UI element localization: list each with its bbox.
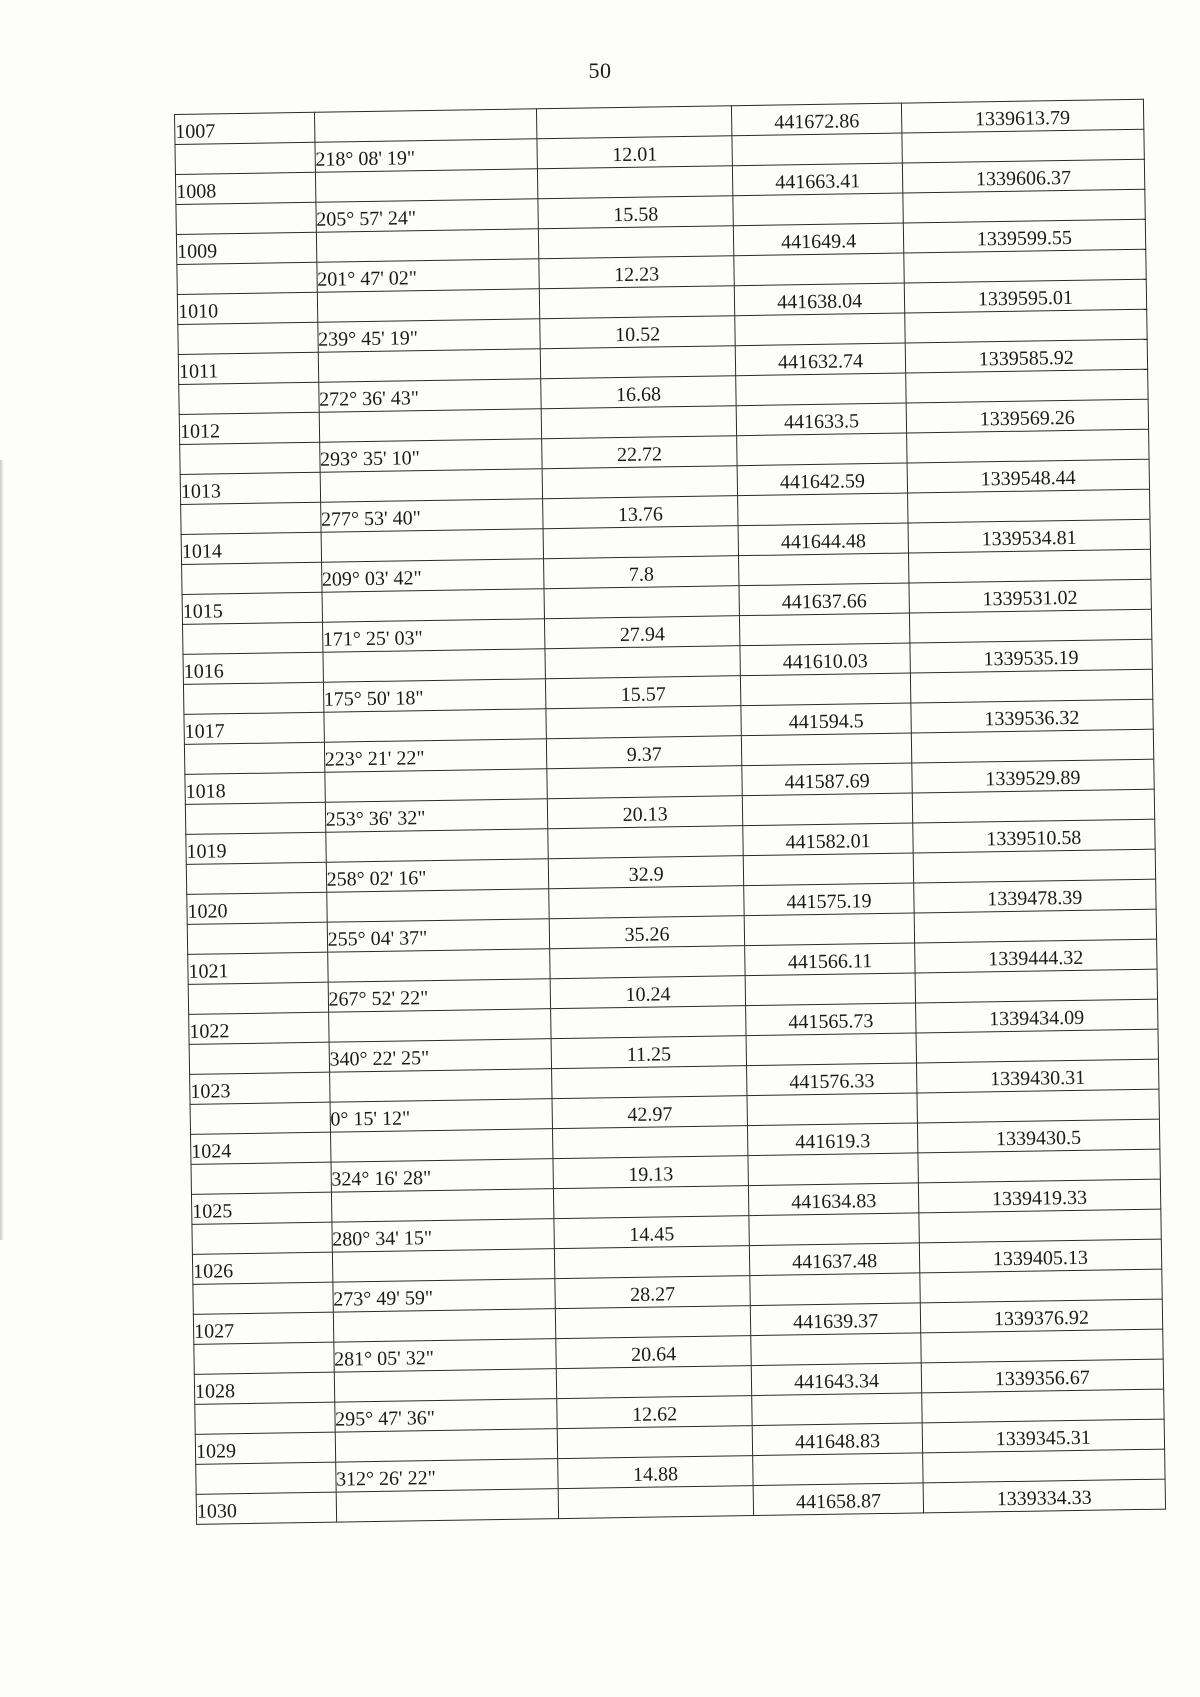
northing-cell xyxy=(748,1153,918,1186)
easting-cell xyxy=(902,129,1145,163)
station-cell: 1025 xyxy=(191,1192,331,1224)
station-cell: 1017 xyxy=(184,712,324,744)
bearing-cell: 273° 49' 59" xyxy=(332,1279,555,1312)
bearing-cell: 0° 15' 12" xyxy=(330,1099,553,1132)
distance-cell: 16.68 xyxy=(540,376,736,409)
easting-cell xyxy=(921,1389,1164,1423)
bearing-cell: 223° 21' 22" xyxy=(324,739,547,772)
easting-cell xyxy=(910,669,1153,703)
northing-cell xyxy=(732,133,902,166)
northing-cell: 441582.01 xyxy=(743,823,913,856)
bearing-cell xyxy=(324,709,547,742)
northing-cell: 441637.48 xyxy=(750,1243,920,1276)
northing-cell: 441649.4 xyxy=(734,223,904,256)
bearing-cell xyxy=(329,1069,552,1102)
station-cell: 1028 xyxy=(194,1372,334,1404)
station-cell xyxy=(192,1222,332,1254)
bearing-cell: 281° 05' 32" xyxy=(333,1339,556,1372)
bearing-cell xyxy=(336,1489,559,1522)
northing-cell: 441587.69 xyxy=(742,763,912,796)
easting-cell: 1339599.55 xyxy=(903,219,1146,253)
easting-cell xyxy=(915,969,1158,1003)
easting-cell xyxy=(922,1449,1165,1483)
easting-cell xyxy=(913,849,1156,883)
coordinate-table-container xyxy=(174,99,1166,1525)
distance-cell xyxy=(538,226,734,259)
distance-cell xyxy=(555,1306,751,1339)
station-cell xyxy=(196,1462,336,1494)
station-cell: 1029 xyxy=(195,1432,335,1464)
distance-cell: 9.37 xyxy=(546,736,742,769)
bearing-cell: 175° 50' 18" xyxy=(323,679,546,712)
distance-cell: 12.23 xyxy=(539,256,735,289)
station-cell xyxy=(181,502,321,534)
northing-cell: 441639.37 xyxy=(751,1303,921,1336)
easting-cell: 1339529.89 xyxy=(912,759,1155,793)
station-cell xyxy=(184,742,324,774)
coordinate-table-body xyxy=(175,99,1166,1524)
station-cell xyxy=(186,862,326,894)
easting-cell xyxy=(909,609,1152,643)
station-cell: 1027 xyxy=(193,1312,333,1344)
easting-cell: 1339531.02 xyxy=(909,579,1152,613)
easting-cell: 1339585.92 xyxy=(905,339,1148,373)
bearing-cell: 239° 45' 19" xyxy=(317,319,540,352)
station-cell xyxy=(185,802,325,834)
northing-cell xyxy=(751,1333,921,1366)
distance-cell xyxy=(542,466,738,499)
distance-cell xyxy=(544,586,740,619)
northing-cell xyxy=(739,553,909,586)
station-cell xyxy=(175,142,315,174)
station-cell xyxy=(194,1342,334,1374)
bearing-cell: 312° 26' 22" xyxy=(335,1459,558,1492)
distance-cell xyxy=(540,346,736,379)
station-cell: 1009 xyxy=(176,232,316,264)
bearing-cell: 205° 57' 24" xyxy=(316,199,539,232)
easting-cell: 1339356.67 xyxy=(921,1359,1164,1393)
station-cell: 1018 xyxy=(185,772,325,804)
station-cell xyxy=(176,202,316,234)
easting-cell xyxy=(920,1269,1163,1303)
station-cell xyxy=(189,1042,329,1074)
northing-cell: 441672.86 xyxy=(732,103,902,136)
bearing-cell: 295° 47' 36" xyxy=(334,1399,557,1432)
easting-cell: 1339334.33 xyxy=(923,1479,1166,1513)
northing-cell xyxy=(734,253,904,286)
bearing-cell: 293° 35' 10" xyxy=(319,439,542,472)
distance-cell: 19.13 xyxy=(553,1156,749,1189)
distance-cell xyxy=(536,106,732,139)
distance-cell: 7.8 xyxy=(543,556,739,589)
bearing-cell: 171° 25' 03" xyxy=(322,619,545,652)
distance-cell xyxy=(548,826,744,859)
bearing-cell: 267° 52' 22" xyxy=(328,979,551,1012)
distance-cell xyxy=(558,1486,754,1519)
bearing-cell: 340° 22' 25" xyxy=(329,1039,552,1072)
easting-cell: 1339376.92 xyxy=(920,1299,1163,1333)
distance-cell: 13.76 xyxy=(542,496,738,529)
station-cell: 1015 xyxy=(182,592,322,624)
northing-cell xyxy=(752,1393,922,1426)
northing-cell: 441575.19 xyxy=(744,883,914,916)
bearing-cell xyxy=(325,829,548,862)
northing-cell: 441638.04 xyxy=(735,283,905,316)
distance-cell xyxy=(543,526,739,559)
northing-cell: 441633.5 xyxy=(737,403,907,436)
distance-cell xyxy=(539,286,735,319)
bearing-cell: 201° 47' 02" xyxy=(316,259,539,292)
easting-cell xyxy=(920,1329,1163,1363)
station-cell xyxy=(177,262,317,294)
easting-cell xyxy=(914,909,1157,943)
northing-cell: 441642.59 xyxy=(738,463,908,496)
northing-cell xyxy=(745,913,915,946)
station-cell: 1010 xyxy=(177,292,317,324)
station-cell xyxy=(183,682,323,714)
northing-cell xyxy=(738,493,908,526)
easting-cell: 1339444.32 xyxy=(914,939,1157,973)
distance-cell xyxy=(547,766,743,799)
station-cell: 1007 xyxy=(175,112,315,144)
bearing-cell: 277° 53' 40" xyxy=(320,499,543,532)
bearing-cell xyxy=(317,289,540,322)
northing-cell: 441634.83 xyxy=(749,1183,919,1216)
distance-cell xyxy=(550,1006,746,1039)
bearing-cell: 218° 08' 19" xyxy=(315,139,538,172)
easting-cell: 1339478.39 xyxy=(913,879,1156,913)
distance-cell: 42.97 xyxy=(552,1096,748,1129)
station-cell: 1024 xyxy=(191,1132,331,1164)
station-cell xyxy=(193,1282,333,1314)
easting-cell: 1339548.44 xyxy=(907,459,1150,493)
northing-cell: 441632.74 xyxy=(736,343,906,376)
distance-cell: 28.27 xyxy=(555,1276,751,1309)
northing-cell: 441644.48 xyxy=(739,523,909,556)
northing-cell: 441658.87 xyxy=(754,1483,924,1516)
northing-cell xyxy=(741,673,911,706)
distance-cell: 14.88 xyxy=(557,1456,753,1489)
station-cell xyxy=(195,1402,335,1434)
northing-cell xyxy=(747,1093,917,1126)
scan-edge-shadow xyxy=(0,460,4,1240)
station-cell xyxy=(187,922,327,954)
bearing-cell xyxy=(320,469,543,502)
northing-cell xyxy=(744,853,914,886)
easting-cell xyxy=(912,789,1155,823)
bearing-cell xyxy=(332,1249,555,1282)
bearing-cell xyxy=(316,229,539,262)
bearing-cell xyxy=(326,889,549,922)
northing-cell xyxy=(733,193,903,226)
northing-cell: 441637.66 xyxy=(739,583,909,616)
easting-cell: 1339613.79 xyxy=(901,99,1144,133)
distance-cell xyxy=(553,1186,749,1219)
distance-cell xyxy=(549,946,745,979)
easting-cell xyxy=(904,309,1147,343)
bearing-cell xyxy=(334,1369,557,1402)
northing-cell xyxy=(740,613,910,646)
bearing-cell xyxy=(319,409,542,442)
bearing-cell: 324° 16' 28" xyxy=(331,1159,554,1192)
station-cell: 1011 xyxy=(178,352,318,384)
distance-cell: 35.26 xyxy=(549,916,745,949)
station-cell: 1022 xyxy=(189,1012,329,1044)
distance-cell: 20.64 xyxy=(556,1336,752,1369)
distance-cell: 20.13 xyxy=(547,796,743,829)
bearing-cell xyxy=(331,1189,554,1222)
distance-cell: 12.01 xyxy=(537,136,733,169)
page-number: 50 xyxy=(588,58,612,83)
easting-cell xyxy=(908,549,1151,583)
easting-cell: 1339606.37 xyxy=(902,159,1145,193)
distance-cell: 12.62 xyxy=(556,1396,752,1429)
bearing-cell xyxy=(323,649,546,682)
bearing-cell xyxy=(321,529,544,562)
easting-cell: 1339510.58 xyxy=(912,819,1155,853)
distance-cell xyxy=(551,1066,747,1099)
northing-cell xyxy=(736,373,906,406)
distance-cell: 27.94 xyxy=(544,616,740,649)
northing-cell xyxy=(743,793,913,826)
bearing-cell xyxy=(318,349,541,382)
station-cell: 1016 xyxy=(183,652,323,684)
easting-cell xyxy=(918,1149,1161,1183)
easting-cell xyxy=(903,249,1146,283)
easting-cell: 1339534.81 xyxy=(908,519,1151,553)
easting-cell xyxy=(917,1089,1160,1123)
bearing-cell: 253° 36' 32" xyxy=(325,799,548,832)
easting-cell xyxy=(911,729,1154,763)
easting-cell xyxy=(919,1209,1162,1243)
station-cell: 1030 xyxy=(196,1492,336,1524)
distance-cell: 22.72 xyxy=(541,436,737,469)
station-cell xyxy=(180,442,320,474)
distance-cell xyxy=(545,646,741,679)
northing-cell: 441565.73 xyxy=(746,1003,916,1036)
northing-cell xyxy=(750,1273,920,1306)
coordinate-table xyxy=(174,99,1166,1525)
distance-cell: 10.24 xyxy=(550,976,746,1009)
easting-cell: 1339535.19 xyxy=(910,639,1153,673)
distance-cell: 15.58 xyxy=(538,196,734,229)
bearing-cell xyxy=(333,1309,556,1342)
station-cell: 1026 xyxy=(192,1252,332,1284)
bearing-cell xyxy=(328,1009,551,1042)
station-cell: 1012 xyxy=(179,412,319,444)
distance-cell: 14.45 xyxy=(554,1216,750,1249)
bearing-cell: 255° 04' 37" xyxy=(327,919,550,952)
easting-cell: 1339419.33 xyxy=(918,1179,1161,1213)
station-cell: 1008 xyxy=(175,172,315,204)
northing-cell xyxy=(746,973,916,1006)
station-cell xyxy=(190,1102,330,1134)
bearing-cell: 209° 03' 42" xyxy=(321,559,544,592)
northing-cell: 441619.3 xyxy=(748,1123,918,1156)
northing-cell xyxy=(742,733,912,766)
northing-cell: 441663.41 xyxy=(733,163,903,196)
northing-cell: 441648.83 xyxy=(753,1423,923,1456)
distance-cell xyxy=(556,1366,752,1399)
bearing-cell xyxy=(324,769,547,802)
easting-cell: 1339345.31 xyxy=(922,1419,1165,1453)
station-cell: 1020 xyxy=(187,892,327,924)
northing-cell xyxy=(749,1213,919,1246)
easting-cell: 1339536.32 xyxy=(911,699,1154,733)
bearing-cell xyxy=(330,1129,553,1162)
station-cell xyxy=(191,1162,331,1194)
bearing-cell xyxy=(335,1429,558,1462)
northing-cell xyxy=(747,1033,917,1066)
northing-cell: 441576.33 xyxy=(747,1063,917,1096)
distance-cell xyxy=(554,1246,750,1279)
station-cell: 1021 xyxy=(188,952,328,984)
station-cell xyxy=(182,562,322,594)
distance-cell xyxy=(546,706,742,739)
distance-cell: 11.25 xyxy=(551,1036,747,1069)
distance-cell xyxy=(552,1126,748,1159)
northing-cell xyxy=(737,433,907,466)
easting-cell xyxy=(907,489,1150,523)
station-cell: 1019 xyxy=(186,832,326,864)
bearing-cell: 272° 36' 43" xyxy=(318,379,541,412)
distance-cell xyxy=(537,166,733,199)
station-cell xyxy=(183,622,323,654)
distance-cell xyxy=(548,886,744,919)
northing-cell: 441643.34 xyxy=(752,1363,922,1396)
bearing-cell: 258° 02' 16" xyxy=(326,859,549,892)
northing-cell: 441610.03 xyxy=(740,643,910,676)
distance-cell: 10.52 xyxy=(540,316,736,349)
station-cell: 1013 xyxy=(180,472,320,504)
bearing-cell xyxy=(314,109,537,142)
bearing-cell xyxy=(327,949,550,982)
northing-cell xyxy=(753,1453,923,1486)
station-cell xyxy=(179,382,319,414)
northing-cell: 441566.11 xyxy=(745,943,915,976)
easting-cell: 1339430.5 xyxy=(917,1119,1160,1153)
easting-cell: 1339430.31 xyxy=(916,1059,1159,1093)
station-cell: 1023 xyxy=(190,1072,330,1104)
bearing-cell xyxy=(322,589,545,622)
easting-cell xyxy=(916,1029,1159,1063)
easting-cell: 1339595.01 xyxy=(904,279,1147,313)
easting-cell xyxy=(905,369,1148,403)
distance-cell xyxy=(557,1426,753,1459)
bearing-cell: 280° 34' 15" xyxy=(332,1219,555,1252)
station-cell xyxy=(178,322,318,354)
distance-cell: 32.9 xyxy=(548,856,744,889)
easting-cell: 1339434.09 xyxy=(915,999,1158,1033)
easting-cell: 1339405.13 xyxy=(919,1239,1162,1273)
distance-cell xyxy=(541,406,737,439)
station-cell: 1014 xyxy=(181,532,321,564)
easting-cell: 1339569.26 xyxy=(906,399,1149,433)
easting-cell xyxy=(903,189,1146,223)
northing-cell xyxy=(735,313,905,346)
easting-cell xyxy=(906,429,1149,463)
bearing-cell xyxy=(315,169,538,202)
station-cell xyxy=(188,982,328,1014)
distance-cell: 15.57 xyxy=(545,676,741,709)
northing-cell: 441594.5 xyxy=(741,703,911,736)
